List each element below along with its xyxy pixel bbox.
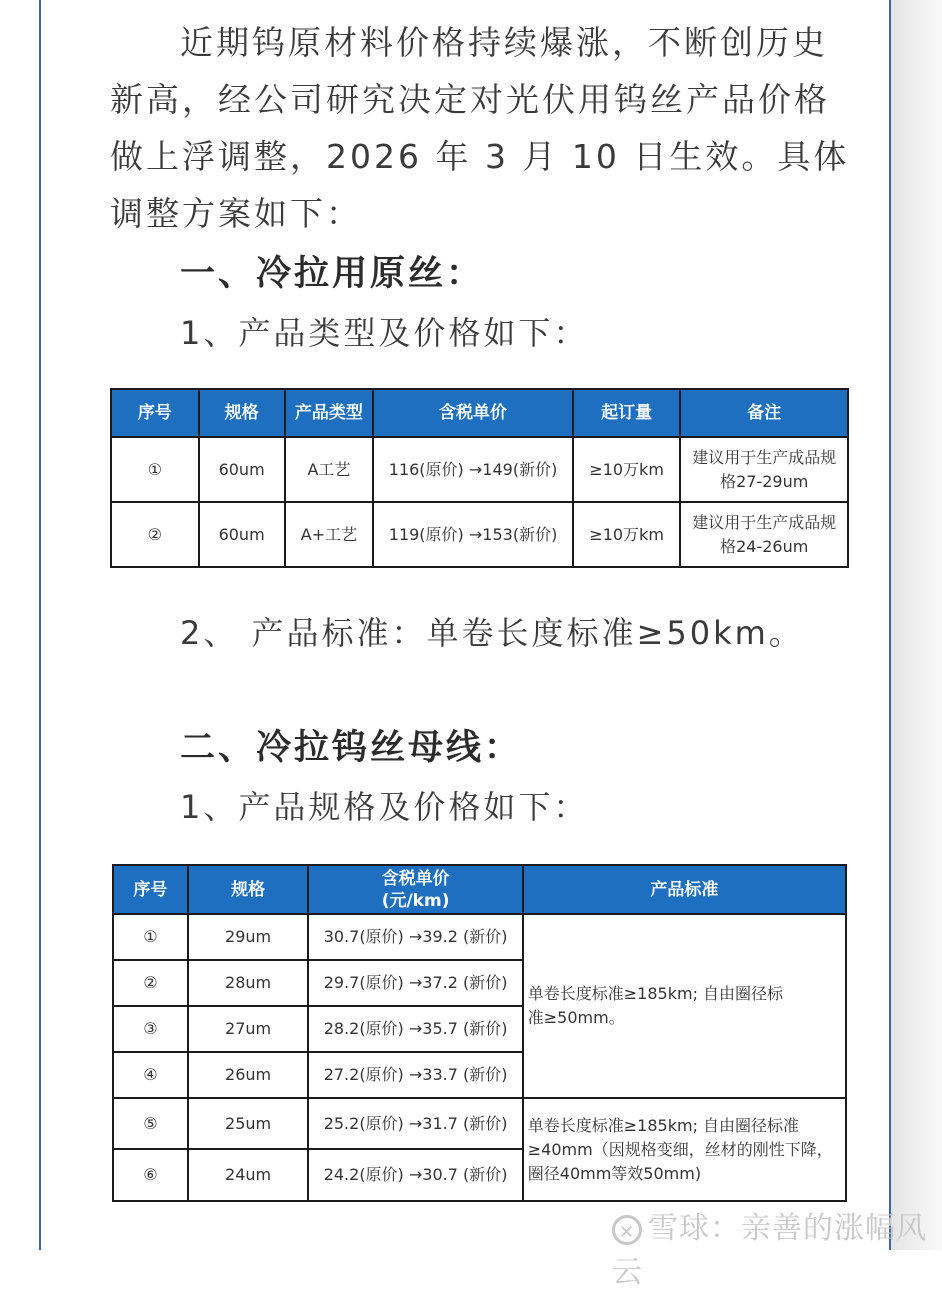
table-row — [113, 914, 846, 960]
cell-index: ③ — [113, 1006, 188, 1052]
cell-price: 24.2(原价) →30.7 (新价) — [308, 1149, 522, 1201]
cell-type: A+工艺 — [285, 502, 374, 567]
cell-price: 29.7(原价) →37.2 (新价) — [308, 960, 522, 1006]
cell-index: ② — [113, 960, 188, 1006]
section2-subheading: 1、产品规格及价格如下： — [180, 788, 589, 826]
cell-price: 116(原价) →149(新价) — [373, 437, 572, 502]
table-row — [111, 437, 848, 502]
header-price-unit: (元/km) — [381, 890, 450, 911]
header-cell: 起订量 — [573, 389, 681, 437]
section2-heading: 二、冷拉钨丝母线： — [180, 728, 523, 768]
header-cell: 序号 — [111, 389, 199, 437]
cell-spec: 60um — [199, 502, 285, 567]
cell-note: 建议用于生产成品规格24-26um — [680, 502, 848, 567]
raw-wire-price-table — [110, 388, 849, 568]
header-cell: 产品标准 — [523, 865, 846, 914]
header-cell: 序号 — [113, 865, 188, 914]
frame-border-left — [39, 0, 41, 1250]
section1-heading: 一、冷拉用原丝： — [180, 254, 485, 294]
watermark-text: 雪球：亲善的涨幅风云 — [612, 1211, 927, 1290]
cell-index: ① — [113, 914, 188, 960]
cell-index: ⑤ — [113, 1098, 188, 1149]
cell-price: 28.2(原价) →35.7 (新价) — [308, 1006, 522, 1052]
header-cell — [308, 865, 522, 914]
snowball-logo-icon: ✕ — [612, 1215, 642, 1245]
cell-moq: ≥10万km — [573, 437, 681, 502]
header-cell: 含税单价 — [373, 389, 572, 437]
table-row — [111, 502, 848, 567]
cell-moq: ≥10万km — [573, 502, 681, 567]
table-row — [113, 1098, 846, 1149]
busbar-wire-price-table — [112, 864, 847, 1202]
cell-standard: 单卷长度标准≥185km; 自由圈径标准≥40mm（因规格变细，丝材的刚性下降，圈径40mm等效50mm) — [523, 1098, 846, 1201]
section1-subheading: 1、产品类型及价格如下： — [180, 314, 589, 352]
cell-spec: 28um — [188, 960, 309, 1006]
cell-standard: 单卷长度标准≥185km; 自由圈径标准≥50mm。 — [523, 914, 846, 1098]
page-shadow — [891, 0, 942, 1250]
cell-price: 25.2(原价) →31.7 (新价) — [308, 1098, 522, 1149]
cell-index: ① — [111, 437, 199, 502]
cell-spec: 27um — [188, 1006, 309, 1052]
cell-type: A工艺 — [285, 437, 374, 502]
cell-price: 27.2(原价) →33.7 (新价) — [308, 1052, 522, 1098]
cell-index: ⑥ — [113, 1149, 188, 1201]
cell-note: 建议用于生产成品规格27-29um — [680, 437, 848, 502]
header-price-label: 含税单价 — [381, 868, 450, 889]
intro-paragraph: 近期钨原材料价格持续爆涨，不断创历史新高，经公司研究决定对光伏用钨丝产品价格做上浮调整，2026 年 3 月 10 日生效。具体调整方案如下： — [110, 23, 850, 233]
header-cell: 备注 — [680, 389, 848, 437]
section1-standard: 2、 产品标准：单卷长度标准≥50km。 — [180, 614, 804, 652]
header-cell: 规格 — [188, 865, 309, 914]
cell-price: 30.7(原价) →39.2 (新价) — [308, 914, 522, 960]
cell-spec: 24um — [188, 1149, 309, 1201]
header-cell: 产品类型 — [285, 389, 374, 437]
watermark — [612, 1203, 942, 1291]
cell-spec: 26um — [188, 1052, 309, 1098]
cell-spec: 25um — [188, 1098, 309, 1149]
header-cell: 规格 — [199, 389, 285, 437]
cell-index: ② — [111, 502, 199, 567]
cell-spec: 29um — [188, 914, 309, 960]
frame-border-right — [889, 0, 891, 1250]
cell-spec: 60um — [199, 437, 285, 502]
cell-price: 119(原价) →153(新价) — [373, 502, 572, 567]
cell-index: ④ — [113, 1052, 188, 1098]
